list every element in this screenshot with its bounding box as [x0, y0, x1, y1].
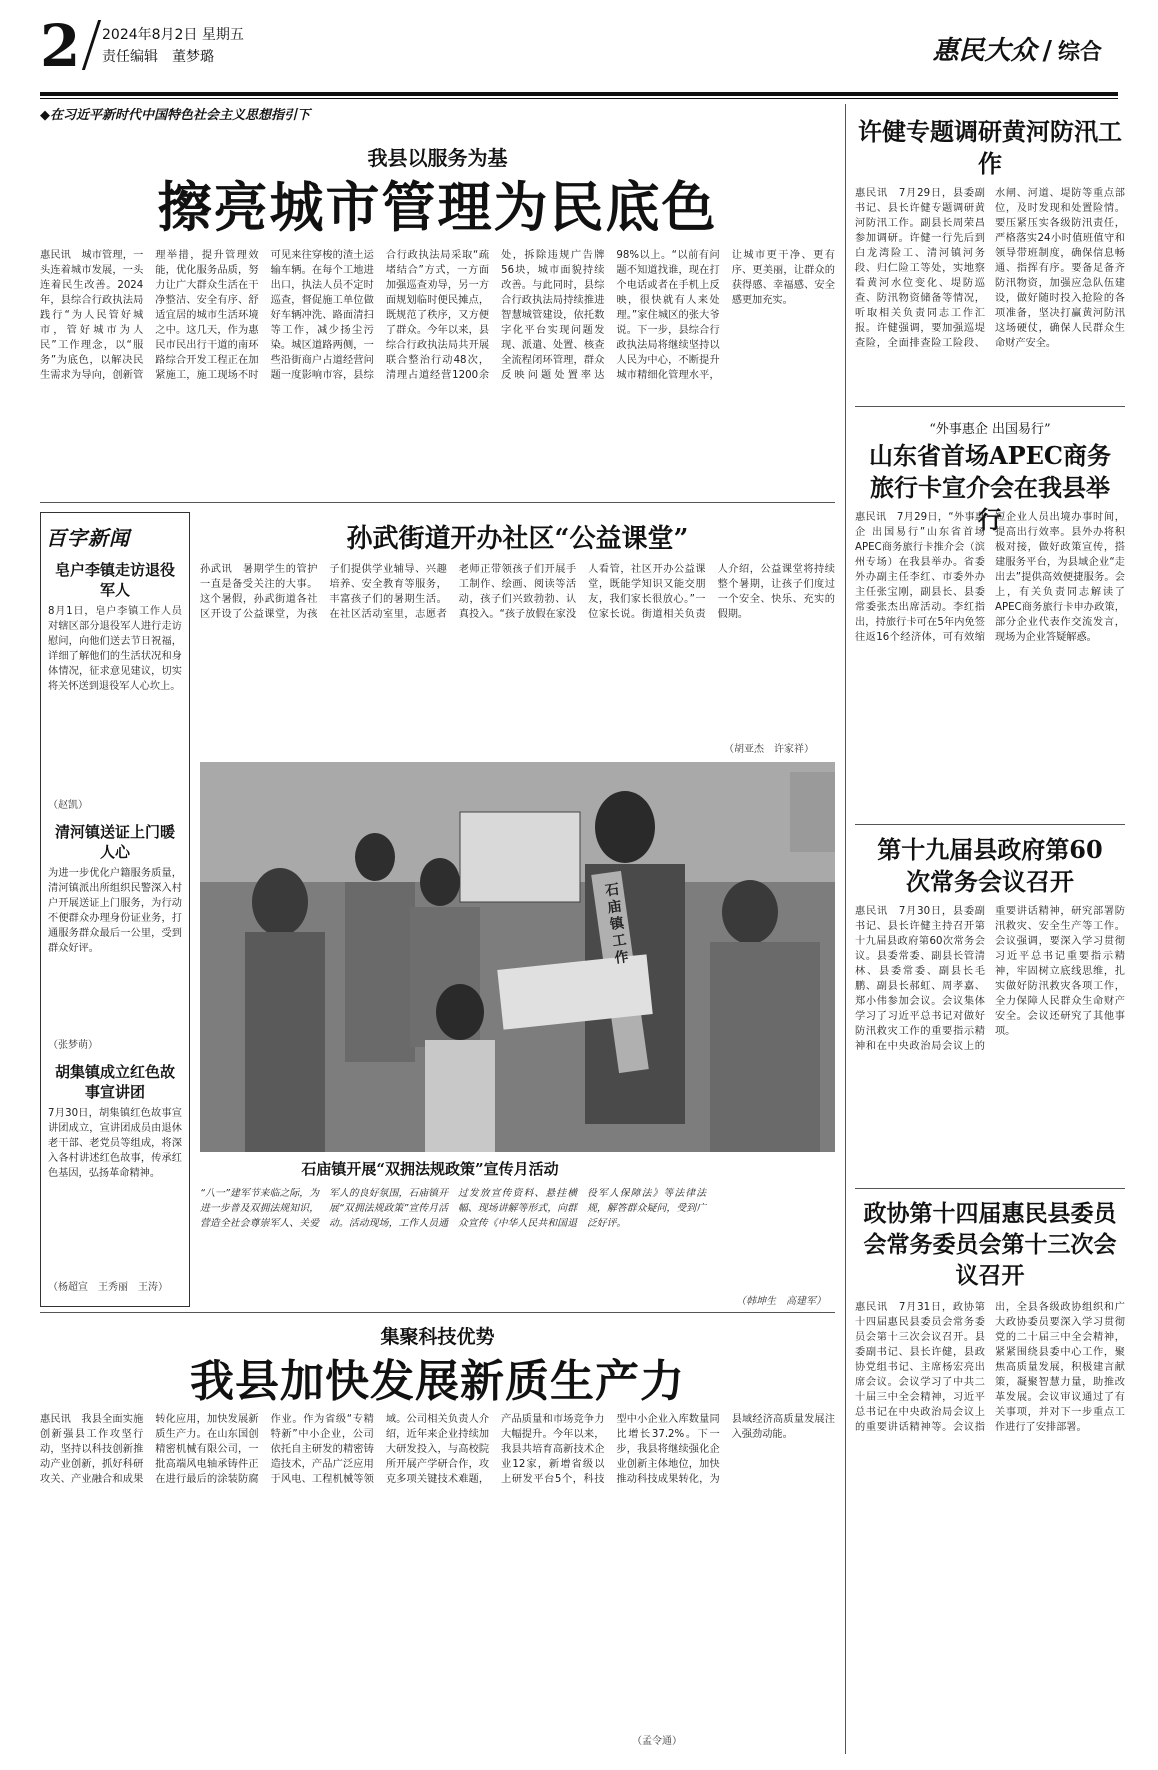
community-body: 孙武讯 暑期学生的管护一直是备受关注的大事。这个暑假，孙武街道各社区开设了公益课堂，为孩子们提供学业辅导、兴趣培养、安全教育等服务，丰富孩子们的暑期生活。在社区活动室里，志愿者老师正带领孩子们开展手工制作、绘画、阅读等活动，孩子们兴致勃勃、认真投入。“孩子放假在家没人看管，社区开办公益课堂，既能学知识又能交朋友，我们家长很放心。”一位家长说。街道相关负责人介绍，公益课堂将持续整个暑期，让孩子们度过一个安全、快乐、充实的假期。: [200, 564, 835, 620]
gov-headline: 第十九届县政府第60次常务会议召开: [877, 835, 1103, 896]
cppcc-headline: 政协第十四届惠民县委员会常务委员会第十三次会议召开: [863, 1200, 1117, 1289]
tech-kicker: 集聚科技优势: [380, 1326, 495, 1348]
caption-body: “八一”建军节来临之际，为进一步普及双拥法规知识，营造全社会尊崇军人、关爱军人的良好氛围，石庙镇开展“双拥法规政策”宣传月活动。活动现场，工作人员通过发放宣传资料、悬挂横幅、现场讲解等形式，向群众宣传《中华人民共和国退役军人保障法》等法律法规，解答群众疑问，受到广泛好评。: [200, 1188, 706, 1229]
tech-top-rule: [40, 1312, 835, 1313]
photo-caption-title: 石庙镇开展“双拥法规政策”宣传月活动: [301, 1160, 559, 1178]
tech-headline: 我县加快发展新质生产力: [190, 1356, 685, 1407]
right-divider-1: [855, 406, 1125, 407]
right-column-rule: [845, 104, 846, 1754]
lead-headline: 擦亮城市管理为民底色: [157, 175, 718, 239]
brief-item-byline: （杨超宣 王秀丽 王涛）: [48, 1282, 168, 1293]
brief-item-title: 皂户李镇走访退役军人: [54, 561, 175, 599]
newspaper-brand: 惠民大众 / 综合: [932, 36, 1102, 66]
event-photo: [200, 762, 835, 1152]
responsible-editor: 责任编辑 董梦璐: [102, 49, 214, 65]
tech-body: 惠民讯 我县全面实施创新强县工作攻坚行动，坚持以科技创新推动产业创新，抓好科研攻关、产业融合和成果转化应用，加快发展新质生产力。在山东国创精密机械有限公司，一批高端风电轴承铸件正在进行最后的涂装防腐作业。作为省级“专精特新”中小企业，公司依托自主研发的精密铸造技术，产品广泛应用于风电、工程机械等领域。公司相关负责人介绍，近年来企业持续加大研发投入，与高校院所开展产学研合作，攻克多项关键技术难题，产品质量和市场竞争力大幅提升。今年以来，我县共培育高新技术企业12家，新增省级以上研发平台5个，科技型中小企业入库数量同比增长37.2%。下一步，我县将继续强化企业创新主体地位，加快推动科技成果转化，为县域经济高质量发展注入强劲动能。: [40, 1414, 835, 1485]
brief-item-title: 清河镇送证上门暖人心: [54, 823, 175, 861]
header-rule-thin: [40, 98, 1118, 99]
brief-news-label: 百字新闻: [46, 526, 130, 550]
caption-byline: （韩坤生 高建军）: [736, 1296, 826, 1307]
apec-body: 惠民讯 7月29日，“外事惠企 出国易行”山东省首场APEC商务旅行卡推介会（滨州专场）在我县举办。省委外办副主任李红、市委外办主任张宝刚，副县长、县委常委张杰出席活动。李红指出，持旅行卡可在5年内免签往返16个经济体，可有效缩短企业人员出境办事时间，提高出行效率。县外办将积极对接，做好政策宣传，搭建服务平台，为县域企业“走出去”提供高效便捷服务。会上，有关负责同志解读了APEC商务旅行卡申办政策，部分企业代表作交流发言，现场为企业答疑解惑。: [855, 512, 1125, 643]
lead-body: 惠民讯 城市管理，一头连着城市发展，一头连着民生改善。2024年，县综合行政执法局践行“为人民管好城市，管好城市为人民”工作理念，以“服务”为底色，以解决民生需求为导向，创新管理举措，提升管理效能，优化服务品质，努力让广大群众生活在干净整洁、安全有序、舒适宜居的城市生活环境之中。这几天，作为惠民市民出行干道的南环路综合开发工程正在加紧施工，施工现场不时可见来往穿梭的渣土运输车辆。在每个工地进出口，执法人员不定时巡查，督促施工单位做好车辆冲洗、路面清扫等工作，减少扬尘污染。城区道路两侧，一些沿街商户占道经营问题一度影响市容，县综合行政执法局采取“疏堵结合”方式，一方面加强巡查劝导，另一方面规划临时便民摊点，既规范了秩序，又方便了群众。今年以来，县综合行政执法局共开展联合整治行动48次，清理占道经营1200余处，拆除违规广告牌56块，城市面貌持续改善。与此同时，县综合行政执法局持续推进智慧城管建设，依托数字化平台实现问题发现、派遣、处置、核查全流程闭环管理，群众反映问题处置率达98%以上。“以前有问题不知道找谁，现在打个电话或者在手机上反映，很快就有人来处理。”家住城区的张大爷说。下一步，县综合行政执法局将继续坚持以人民为中心，不断提升城市精细化管理水平，让城市更干净、更有序、更美丽，让群众的获得感、幸福感、安全感更加充实。: [40, 250, 835, 381]
brand-name: 惠民大众: [932, 36, 1037, 66]
lead-bottom-rule: [40, 502, 835, 503]
page-number: 2: [40, 12, 81, 80]
issue-date: 2024年8月2日 星期五: [102, 27, 244, 43]
header-rule: [40, 92, 1118, 96]
tech-byline: （孟令通）: [632, 1736, 682, 1747]
brief-item-body: 为进一步优化户籍服务质量，清河镇派出所组织民警深入村户开展送证上门服务，为行动不便群众办理身份证业务，打通服务群众最后一公里，受到群众好评。: [48, 868, 182, 954]
right-divider-3: [855, 1188, 1125, 1189]
flood-body: 惠民讯 7月29日，县委副书记、县长许健专题调研黄河防汛工作。副县长周荣昌参加调研。许健一行先后到白龙湾险工、清河镇河务段、归仁险工等处，实地察看黄河水位变化、堤防巡查、防汛物资储备等情况，听取相关负责同志工作汇报。许健强调，要加强巡堤查险，全面排查险工险段、水闸、河道、堤防等重点部位，及时发现和处置险情。要压紧压实各级防汛责任，严格落实24小时值班值守和领导带班制度，确保信息畅通、指挥有序。要备足备齐防汛物资，加强应急队伍建设，做好随时投入抢险的各项准备，坚决打赢黄河防汛这场硬仗，确保人民群众生命财产安全。: [855, 188, 1125, 349]
gov-body: 惠民讯 7月30日，县委副书记、县长许健主持召开第十九届县政府第60次常务会议。县委常委、副县长管清林、县委常委、副县长毛鹏、副县长郝虹、周孝嘉、郑小伟参加会议。会议集体学习了习近平总书记对做好防汛救灾工作的重要指示精神和在中央政治局会议上的重要讲话精神，研究部署防汛救灾、安全生产等工作。会议强调，要深入学习贯彻习近平总书记重要指示精神，牢固树立底线思维，扎实做好防汛救灾各项工作，全力保障人民群众生命财产安全。会议还研究了其他事项。: [855, 906, 1125, 1052]
community-byline: （胡亚杰 许家祥）: [724, 744, 814, 755]
brief-item-body: 7月30日，胡集镇红色故事宣讲团成立，宣讲团成员由退休老干部、老党员等组成，将深入各村讲述红色故事，传承红色基因，弘扬革命精神。: [48, 1108, 182, 1179]
apec-headline: 山东省首场APEC商务旅行卡宣介会在我县举行: [868, 441, 1112, 534]
brief-item-body: 8月1日，皂户李镇工作人员对辖区部分退役军人进行走访慰问，向他们送去节日祝福，详细了解他们的生活状况和身体情况，征求意见建议，切实将关怀送到退役军人心坎上。: [48, 606, 182, 692]
brief-item-title: 胡集镇成立红色故事宣讲团: [54, 1063, 175, 1101]
community-headline: 孙武街道开办社区“公益课堂”: [346, 524, 689, 554]
brief-item-byline: （赵凯）: [48, 800, 88, 811]
flood-headline: 许健专题调研黄河防汛工作: [858, 117, 1122, 178]
photo-illustration: [200, 762, 835, 1152]
right-divider-2: [855, 824, 1125, 825]
brief-item-byline: （张梦萌）: [48, 1040, 98, 1051]
section-name: 综合: [1057, 40, 1102, 65]
lead-kicker: 我县以服务为基: [367, 146, 508, 170]
header-slash: [82, 20, 101, 70]
column-banner: ◆在习近平新时代中国特色社会主义思想指引下: [40, 108, 310, 123]
apec-kicker: “外事惠企 出国易行”: [929, 422, 1051, 437]
sash-text: 石庙镇工作: [604, 881, 630, 967]
cppcc-body: 惠民讯 7月31日，政协第十四届惠民县委员会常务委员会第十三次会议召开。县委副书记、县长许健，县政协党组书记、主席杨宏亮出席会议。会议学习了中共二十届三中全会精神，习近平总书记在中央政治局会议上的重要讲话精神等。会议指出，全县各级政协组织和广大政协委员要深入学习贯彻党的二十届三中全会精神，紧紧围绕县委中心工作，聚焦高质量发展，积极建言献策，凝聚智慧力量，助推改革发展。会议审议通过了有关事项，并对下一步重点工作进行了安排部署。: [855, 1302, 1125, 1433]
